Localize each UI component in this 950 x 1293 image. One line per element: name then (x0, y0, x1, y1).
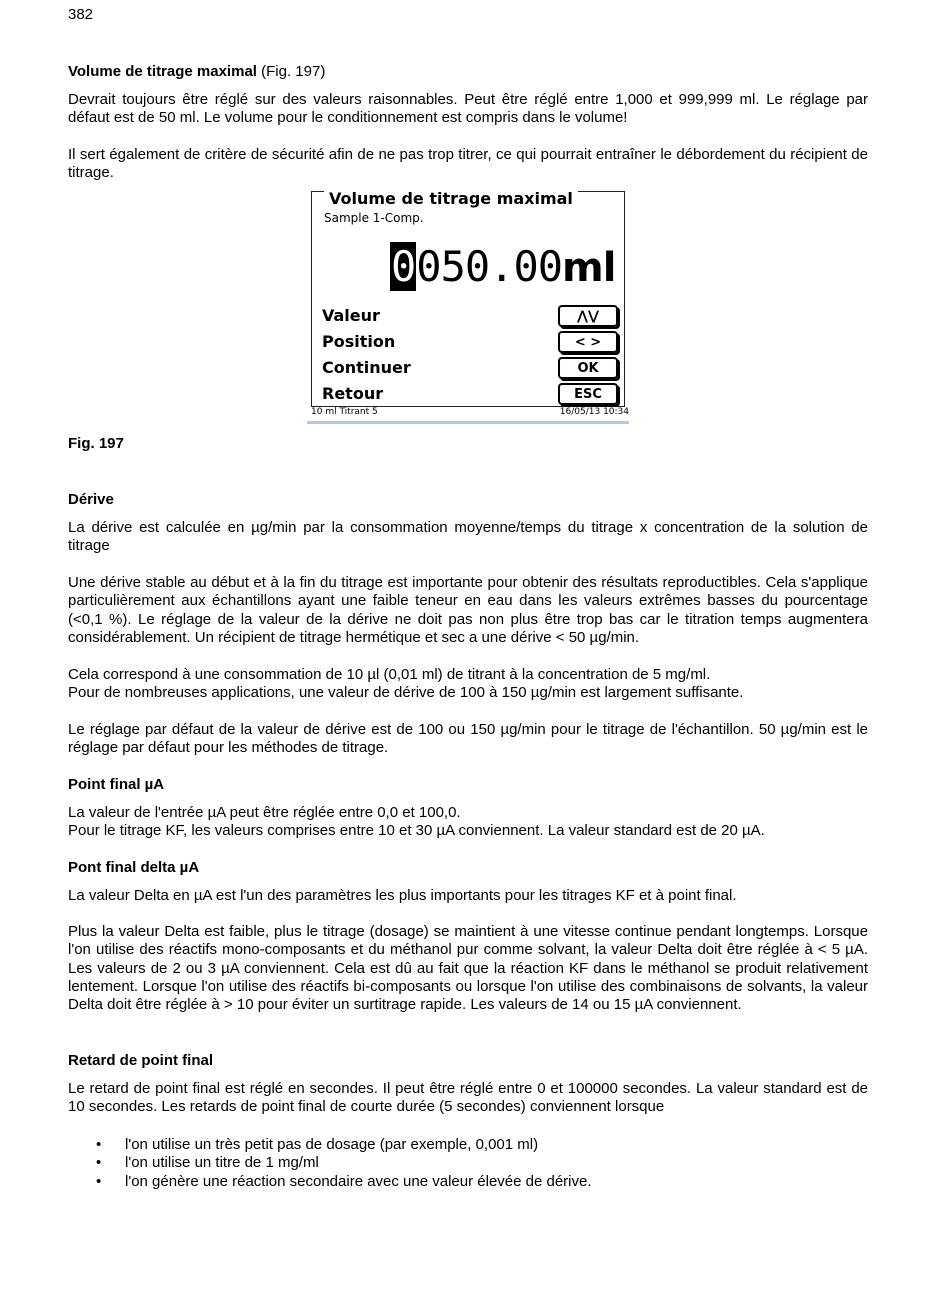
pont-final-paragraph-2: Plus la valeur Delta est faible, plus le titrage (dosage) se maintient à une vitesse continue pendant longtemps. Lorsque l'on utilise des réactifs mono-composants et du méthanol pur comme solvant, la valeur Delta doit être réglée à < 5 µA. Les valeurs de 2 ou 3 µA conviennent. Cela est dû au fait que la réaction KF dans le méthanol se produit relativement lentement. Lorsque l'on utilise des réactifs bi-composants ou lorsque l'on utilise des combinaisons de solvants, la valeur Delta doit être réglée à > 10 pour éviter un surtitrage rapide. Les valeurs de 14 ou 15 µA conviennent. (68, 923, 868, 1014)
device-screen-frame (311, 191, 625, 407)
menu-label-position: Position (322, 332, 396, 351)
status-titrant: 10 ml Titrant 5 (311, 407, 378, 417)
volume-value-display (390, 242, 615, 293)
section-heading-volume (68, 63, 868, 81)
section-heading-pont-final: Pont final delta µA (68, 859, 200, 876)
status-datetime: 16/05/13 10:34 (559, 407, 629, 417)
list-item (68, 1173, 868, 1191)
derive-paragraph-3a: Cela correspond à une consommation de 10 µl (0,01 ml) de titrant à la concentration de 5 mg/ml. (68, 666, 711, 683)
device-screen-title: Volume de titrage maximal (324, 190, 578, 208)
esc-key[interactable]: ESC (558, 383, 618, 405)
up-down-icon: ⋀⋁ (577, 308, 599, 324)
menu-label-retour: Retour (322, 384, 384, 403)
heading-bold-text: Volume de titrage maximal (68, 63, 257, 80)
section-heading-retard: Retard de point final (68, 1052, 214, 1069)
derive-paragraph-3b: Pour de nombreuses applications, une valeur de dérive de 100 à 150 µg/min est largement suffisante. (68, 684, 744, 701)
device-screen-figure (307, 185, 629, 425)
value-unit: ml (562, 245, 616, 291)
derive-paragraph-4: Le réglage par défaut de la valeur de dérive est de 100 ou 150 µg/min pour le titrage de l'échantillon. 50 µg/min est le réglage par défaut pour les méthodes de titrage. (68, 721, 868, 757)
volume-paragraph-1: Devrait toujours être réglé sur des valeurs raisonnables. Peut être réglé entre 1,000 et 999,999 ml. Le réglage par défaut est de 50 ml. Le volume pour le conditionnement est compris dans le volume! (68, 91, 868, 127)
pont-final-paragraph-1: La valeur Delta en µA est l'un des paramètres les plus importants pour les titrages KF et à point final. (68, 887, 737, 904)
cursor-digit: 0 (391, 242, 416, 291)
volume-paragraph-2: Il sert également de critère de sécurité afin de ne pas trop titrer, ce qui pourrait entraîner le débordement du récipient de titrage. (68, 146, 868, 182)
figure-reference: (Fig. 197) (261, 63, 326, 80)
point-final-paragraph-1a: La valeur de l'entrée µA peut être réglée entre 0,0 et 100,0. (68, 804, 461, 821)
status-bar-underline (307, 421, 629, 424)
bullet-icon: • (96, 1136, 102, 1153)
device-screen-subtitle: Sample 1-Comp. (324, 211, 424, 225)
bullet-icon: • (96, 1154, 102, 1172)
derive-paragraph-1: La dérive est calculée en µg/min par la consommation moyenne/temps du titrage x concentration de la solution de titrage (68, 519, 868, 555)
derive-paragraph-2: Une dérive stable au début et à la fin du titrage est importante pour obtenir des résultats reproductibles. Cela s'applique particulièrement aux échantillons ayant une faible teneur en eau dans les valeurs extrêmes basses du pourcentage (<0,1 %). Le réglage de la valeur de la dérive ne doit pas non plus être trop bas car le titration temps augmentera considérablement. Un récipient de titrage hermétique et sec a une dérive < 50 µg/min. (68, 574, 868, 646)
left-right-key[interactable] (558, 331, 618, 353)
section-heading-point-final: Point final µA (68, 776, 165, 793)
list-item-text: l'on génère une réaction secondaire avec une valeur élevée de dérive. (125, 1172, 592, 1190)
retard-paragraph-1: Le retard de point final est réglé en secondes. Il peut être réglé entre 0 et 100000 secondes. La valeur standard est de 10 secondes. Les retards de point final de courte durée (5 secondes) conviennent lorsque (68, 1080, 868, 1116)
section-heading-derive: Dérive (68, 491, 114, 508)
page-number: 382 (68, 6, 94, 23)
menu-label-valeur: Valeur (322, 306, 380, 325)
retard-bullet-list (68, 1136, 868, 1191)
list-item (68, 1136, 868, 1154)
point-final-paragraph-1b: Pour le titrage KF, les valeurs comprises entre 10 et 30 µA conviennent. La valeur standard est de 20 µA. (68, 822, 765, 839)
device-status-bar (311, 407, 629, 421)
left-right-icon: < > (574, 334, 602, 350)
list-item (68, 1154, 868, 1172)
menu-label-continuer: Continuer (322, 358, 411, 377)
list-item-text: l'on utilise un très petit pas de dosage (par exemple, 0,001 ml) (125, 1136, 539, 1153)
up-down-key[interactable] (558, 305, 618, 327)
value-digits: 050.00 (416, 242, 563, 291)
bullet-icon: • (96, 1172, 102, 1190)
list-item-text: l'on utilise un titre de 1 mg/ml (125, 1154, 319, 1172)
figure-caption: Fig. 197 (68, 435, 124, 452)
ok-key[interactable]: OK (558, 357, 618, 379)
